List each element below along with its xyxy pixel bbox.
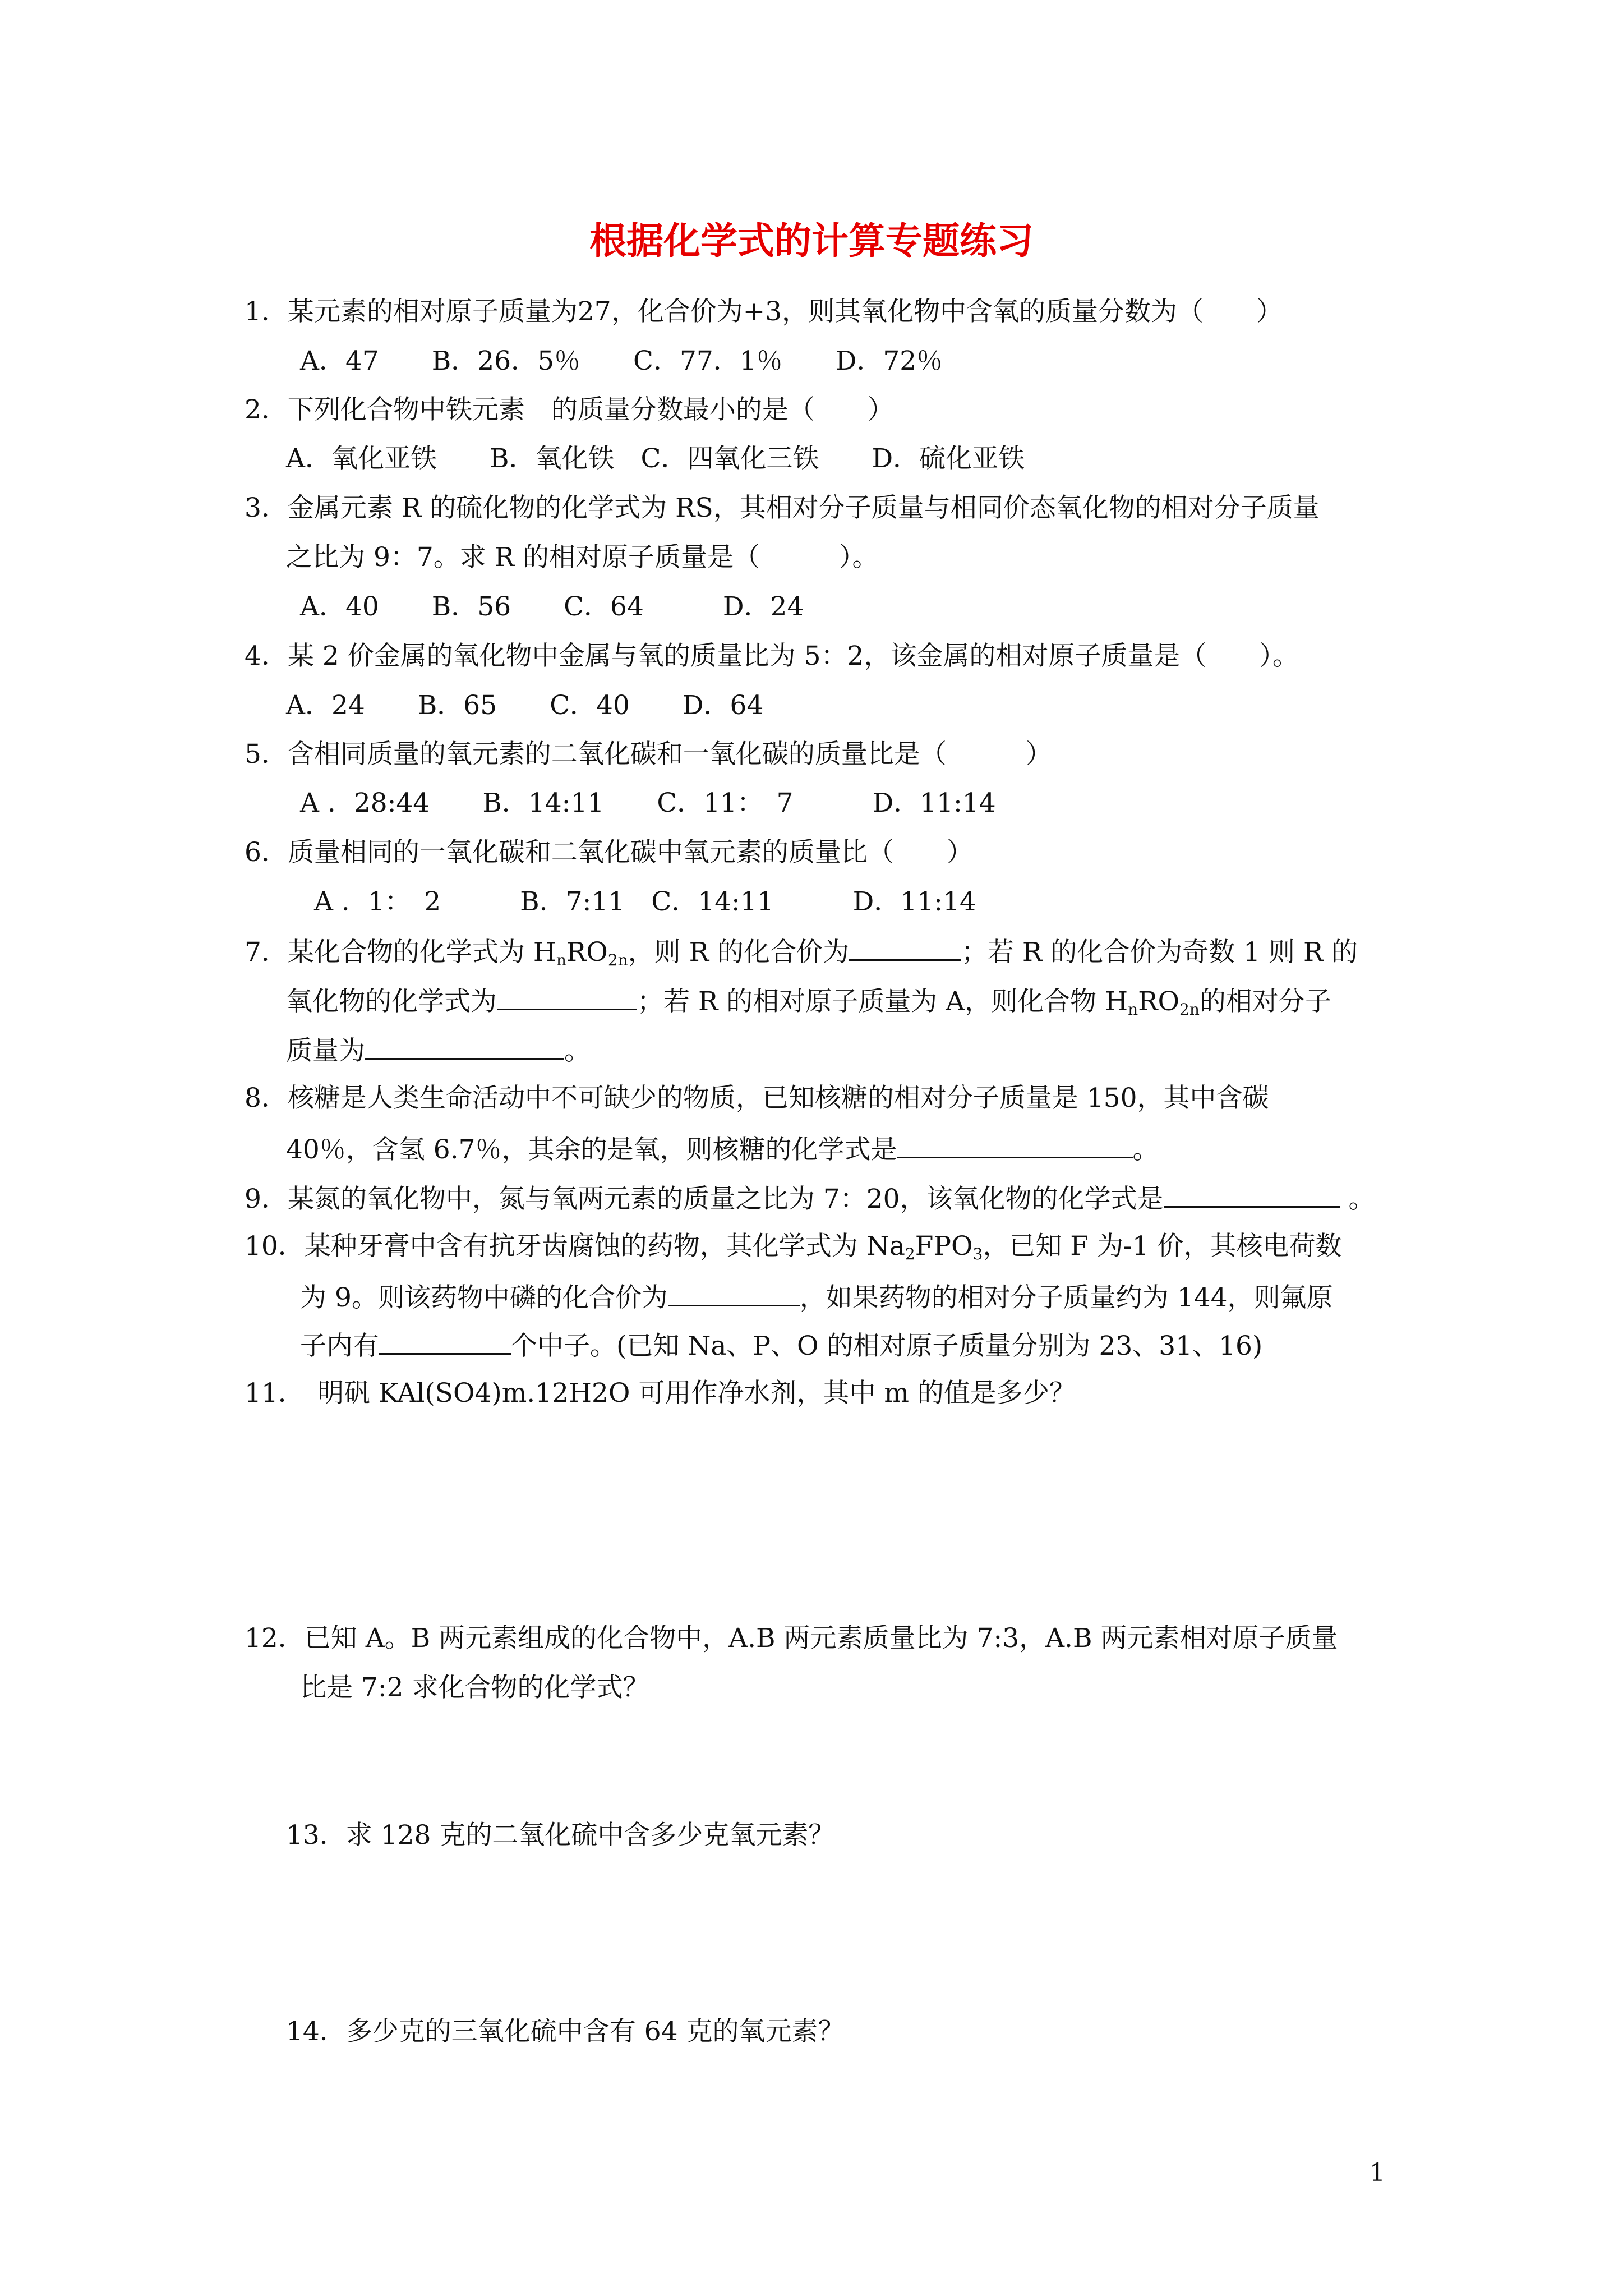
question-2-stem: 2．下列化合物中铁元素 的质量分数最小的是（ ）	[245, 394, 894, 425]
question-4-stem: 4．某 2 价金属的氧化物中金属与氧的质量比为 5：2，该金属的相对原子质量是（ ）。	[245, 641, 1299, 671]
answer-blank-oxide-formula[interactable]	[497, 986, 637, 1010]
question-3-stem-line1: 3．金属元素 R 的硫化物的化学式为 RS，其相对分子质量与相同价态氧化物的相对分子质量	[245, 493, 1320, 523]
question-12-line2: 比是 7:2 求化合物的化学式？	[300, 1672, 649, 1703]
question-1-options: A．47 B．26．5％ C．77．1％ D．72％	[300, 346, 943, 376]
answer-blank-ribose-formula[interactable]	[897, 1134, 1133, 1158]
question-8-line1: 8．核糖是人类生命活动中不可缺少的物质，已知核糖的相对分子质量是 150，其中含碳	[245, 1083, 1269, 1114]
question-3-stem-line2: 之比为 9：7。求 R 的相对原子质量是（ ）。	[286, 542, 879, 573]
question-11: 11． 明矾 KAl(SO4)m.12H2O 可用作净水剂，其中 m 的值是多少？	[245, 1378, 1076, 1409]
question-5-stem: 5．含相同质量的氧元素的二氧化碳和一氧化碳的质量比是（ ）	[245, 739, 1052, 770]
answer-blank-nitrogen-oxide[interactable]	[1164, 1184, 1340, 1208]
answer-blank-phosphorus-valence[interactable]	[668, 1282, 800, 1306]
question-10-line2: 为 9。则该药物中磷的化合价为 ，如果药物的相对分子质量约为 144，则氟原	[300, 1282, 1333, 1313]
question-13: 13．求 128 克的二氧化硫中含多少克氧元素？	[286, 1820, 835, 1851]
answer-blank-neutrons[interactable]	[379, 1331, 511, 1355]
question-4-options: A．24 B．65 C．40 D．64	[286, 690, 764, 721]
question-7-line3: 质量为 。	[286, 1036, 591, 1066]
question-12-line1: 12．已知 A。B 两元素组成的化合物中，A.B 两元素质量比为 7:3，A.B 两元素相对原子质量	[245, 1623, 1338, 1654]
question-1-stem: 1．某元素的相对原子质量为27，化合价为+3，则其氧化物中含氧的质量分数为（ ）	[245, 296, 1283, 327]
question-6-options: A ．1： 2 B．7:11 C．14:11 D．11:14	[314, 886, 976, 917]
page-title: 根据化学式的计算专题练习	[589, 219, 1034, 263]
question-3-options: A．40 B．56 C．64 D．24	[300, 591, 804, 622]
question-6-stem: 6．质量相同的一氧化碳和二氧化碳中氧元素的质量比（ ）	[245, 837, 973, 868]
answer-blank-valence[interactable]	[849, 937, 961, 961]
question-2-options: A．氧化亚铁 B．氧化铁 C．四氧化三铁 D．硫化亚铁	[286, 443, 1025, 474]
question-10-line1: 10．某种牙膏中含有抗牙齿腐蚀的药物，其化学式为 $Na_2FPO_3$，已知 F 为-1 价，其核电荷数	[245, 1231, 1342, 1263]
question-7-line1: 7．某化合物的化学式为 $H_nRO_{2n}$，则 R 的化合价为 ；若 R 的化合价为奇数 1 则 R 的	[245, 937, 1358, 969]
answer-blank-molar-mass[interactable]	[365, 1036, 564, 1060]
question-10-line3: 子内有 个中子。(已知 Na、P、O 的相对原子质量分别为 23、31、16)	[300, 1331, 1263, 1361]
question-5-options: A ．28:44 B．14:11 C．11： 7 D．11:14	[300, 788, 996, 818]
question-9: 9．某氮的氧化物中，氮与氧两元素的质量之比为 7：20，该氧化物的化学式是 。	[245, 1184, 1375, 1214]
question-14: 14．多少克的三氧化硫中含有 64 克的氧元素？	[286, 2016, 845, 2047]
question-7-line2: 氧化物的化学式为 ；若 R 的相对原子质量为 A，则化合物 $H_nRO_{2n}$的相对分子	[286, 986, 1331, 1019]
question-8-line2: 40％，含氢 6.7％，其余的是氧，则核糖的化学式是 。	[286, 1134, 1159, 1165]
page-number: 1	[1370, 2159, 1385, 2187]
